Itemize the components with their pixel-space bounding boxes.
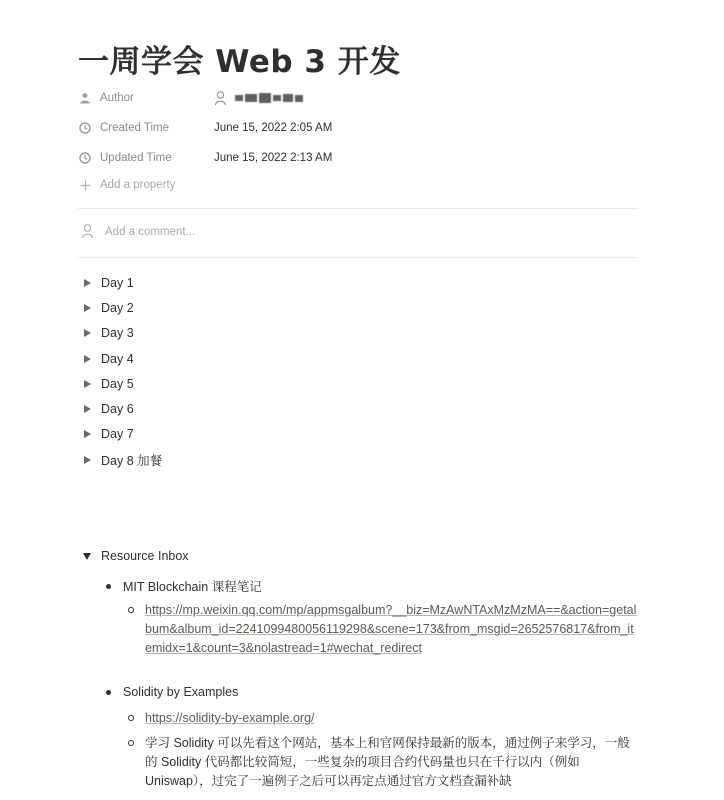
mit-notes-link[interactable]: https://mp.weixin.qq.com/mp/appmsgalbum?__biz=MzAwNTAxMzMzMA==&action=getalbum&album_id=2241099480056119298&scene=173&from_msgid=2652576817&from_itemidx=1&count=3&nolastread=1#wechat_redirect — [145, 603, 637, 655]
list-item — [128, 734, 638, 791]
property-name — [78, 91, 214, 105]
toggle-label: Day 7 — [101, 427, 134, 442]
toggle-day-3[interactable] — [78, 321, 162, 346]
created-time-value: June 15, 2022 2:05 AM — [214, 122, 333, 134]
comment-placeholder: Add a comment... — [105, 225, 196, 238]
property-name — [78, 151, 214, 165]
avatar-icon — [81, 224, 94, 239]
bullet-circle — [128, 715, 134, 721]
triangle-right-icon[interactable] — [82, 429, 92, 439]
toggle-label: Day 6 — [101, 402, 134, 417]
triangle-right-icon[interactable] — [82, 354, 92, 364]
bullet-dot — [106, 584, 111, 589]
comment-input[interactable] — [78, 224, 195, 239]
property-created-time[interactable] — [78, 118, 638, 138]
toggle-label: Day 2 — [101, 300, 134, 315]
redacted-author-name — [235, 93, 305, 103]
list-item — [128, 601, 638, 658]
bullet-circle — [128, 740, 134, 746]
property-label: Author — [100, 92, 134, 104]
add-property-label: Add a property — [100, 179, 176, 191]
list-item — [106, 685, 238, 699]
toggle-label: Day 3 — [101, 326, 134, 341]
property-label: Updated Time — [100, 152, 172, 164]
triangle-right-icon[interactable] — [82, 278, 92, 288]
property-name — [78, 121, 214, 135]
bullet-dot — [106, 690, 111, 695]
triangle-right-icon[interactable] — [82, 455, 92, 465]
toggle-resource-inbox[interactable] — [78, 549, 189, 563]
author-value[interactable] — [214, 91, 305, 106]
triangle-right-icon[interactable] — [82, 303, 92, 313]
plus-icon — [78, 178, 92, 192]
solidity-by-example-link[interactable]: https://solidity-by-example.org/ — [145, 711, 315, 725]
toggle-list — [78, 270, 162, 472]
property-author[interactable] — [78, 88, 638, 108]
add-property-button[interactable] — [78, 178, 175, 192]
toggle-label: Day 4 — [101, 351, 134, 366]
list-item-text: MIT Blockchain 课程笔记 — [123, 580, 262, 594]
toggle-label: Day 8 加餐 — [101, 453, 163, 468]
triangle-right-icon[interactable] — [82, 379, 92, 389]
toggle-day-1[interactable] — [78, 270, 162, 295]
list-item-text: Solidity by Examples — [123, 685, 239, 699]
toggle-label: Resource Inbox — [101, 549, 189, 563]
page-title[interactable]: 一周学会 Web 3 开发 — [78, 44, 401, 80]
bullet-circle — [128, 607, 134, 613]
toggle-label: Day 1 — [101, 275, 134, 290]
list-item — [128, 709, 638, 728]
toggle-day-2[interactable] — [78, 295, 162, 320]
person-icon — [78, 91, 92, 105]
list-item — [106, 577, 262, 595]
property-updated-time[interactable] — [78, 148, 638, 168]
clock-icon — [78, 151, 92, 165]
solidity-description: 学习 Solidity 可以先看这个网站，基本上和官网保持最新的版本，通过例子来学习，一般的 Solidity 代码都比较简短，一些复杂的项目合约代码量也只在千行以内（例如 Uniswap），过完了一遍例子之后可以再定点通过官方文档查漏补缺 — [145, 736, 630, 788]
toggle-label: Day 5 — [101, 376, 134, 391]
updated-time-value: June 15, 2022 2:13 AM — [214, 152, 333, 164]
property-label: Created Time — [100, 122, 170, 134]
triangle-right-icon[interactable] — [82, 328, 92, 338]
divider — [78, 257, 638, 258]
toggle-day-7[interactable] — [78, 422, 162, 447]
divider — [78, 208, 638, 209]
avatar-icon — [214, 91, 227, 106]
toggle-day-8[interactable] — [78, 447, 162, 472]
toggle-day-5[interactable] — [78, 371, 162, 396]
triangle-right-icon[interactable] — [82, 404, 92, 414]
clock-icon — [78, 121, 92, 135]
toggle-day-4[interactable] — [78, 346, 162, 371]
triangle-down-icon[interactable] — [82, 551, 92, 561]
toggle-day-6[interactable] — [78, 396, 162, 421]
